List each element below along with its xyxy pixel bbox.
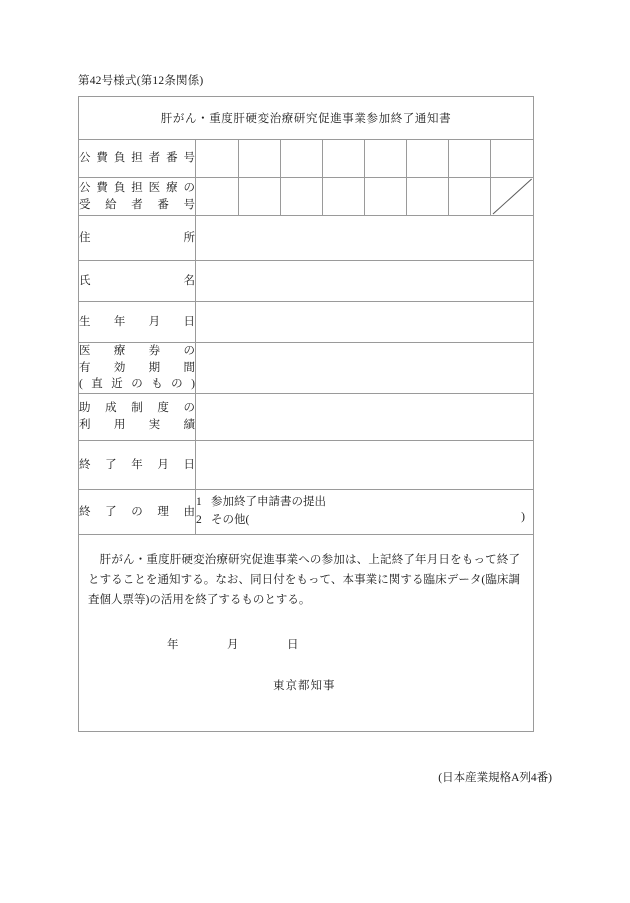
table-row-public-payer-number [79, 140, 534, 178]
number-box[interactable] [280, 178, 322, 215]
number-box[interactable] [238, 140, 280, 177]
table-row-birth-date [79, 302, 534, 343]
value-birth-date[interactable] [196, 302, 534, 343]
end-reason-option-1[interactable] [196, 494, 533, 512]
value-address[interactable] [196, 216, 534, 261]
table-row-notice [79, 535, 534, 732]
number-box[interactable] [449, 140, 491, 177]
number-box[interactable] [407, 178, 449, 215]
label-name: 氏名 [79, 261, 196, 302]
table-row-title [79, 97, 534, 140]
value-subsidy-usage-record[interactable] [196, 394, 534, 441]
label-subsidy-usage-record: 助成制度の 利用実績 [79, 394, 196, 441]
table-row-address [79, 216, 534, 261]
number-box[interactable] [449, 178, 491, 215]
public-payer-number-boxes [196, 140, 534, 178]
number-box[interactable] [280, 140, 322, 177]
number-box[interactable] [196, 178, 238, 215]
label-end-reason: 終了の理由 [79, 490, 196, 535]
table-row-end-reason [79, 490, 534, 535]
number-box[interactable] [365, 140, 407, 177]
option-number: 1 [196, 496, 202, 509]
label-address: 住所 [79, 216, 196, 261]
value-end-date[interactable] [196, 441, 534, 490]
label-birth-date: 生年月日 [79, 302, 196, 343]
label-public-payer-number: 公費負担者番号 [79, 140, 196, 178]
number-box[interactable] [365, 178, 407, 215]
end-reason-close-paren: ) [521, 511, 525, 524]
label-recipient-number: 公費負担医療の 受給者番号 [79, 178, 196, 216]
number-box[interactable] [491, 140, 533, 177]
option-text: 参加終了申請書の提出 [211, 496, 326, 509]
value-name[interactable] [196, 261, 534, 302]
recipient-number-boxes [196, 178, 534, 216]
table-row-end-date [79, 441, 534, 490]
notification-form-table [78, 96, 534, 732]
number-box[interactable] [322, 140, 364, 177]
option-number: 2 [196, 514, 202, 527]
number-box[interactable] [196, 140, 238, 177]
diagonal-slash-icon [491, 178, 533, 215]
paper-size-note: (日本産業規格A列4番) [438, 772, 552, 784]
date-year-label: 年 [167, 639, 179, 652]
label-medical-voucher-period: 医療券の 有効期間 (直近のもの) [79, 343, 196, 394]
end-reason-options [196, 490, 534, 535]
table-row-name [79, 261, 534, 302]
date-day-label: 日 [287, 639, 299, 652]
number-box[interactable] [407, 140, 449, 177]
value-medical-voucher-period[interactable] [196, 343, 534, 394]
date-month-label: 月 [227, 639, 239, 652]
table-row-subsidy-usage-record [79, 394, 534, 441]
notice-block [79, 535, 534, 732]
form-number-label: 第42号様式(第12条関係) [78, 75, 204, 87]
label-end-date: 終了年月日 [79, 441, 196, 490]
issuer-signature: 東京都知事 [273, 680, 336, 693]
form-title: 肝がん・重度肝硬変治療研究促進事業参加終了通知書 [79, 97, 534, 140]
number-box[interactable] [238, 178, 280, 215]
number-box-slashed[interactable] [491, 178, 533, 215]
table-row-recipient-number [79, 178, 534, 216]
notice-paragraph: 肝がん・重度肝硬変治療研究促進事業への参加は、上記終了年月日をもって終了とすることを通知する。なお、同日付をもって、本事業に関する臨床データ(臨床調査個人票等)の活用を終了するものとする。 [88, 554, 520, 607]
end-reason-option-2[interactable] [196, 512, 533, 530]
option-text: その他( [211, 514, 250, 527]
table-row-medical-voucher-period [79, 343, 534, 394]
number-box[interactable] [322, 178, 364, 215]
